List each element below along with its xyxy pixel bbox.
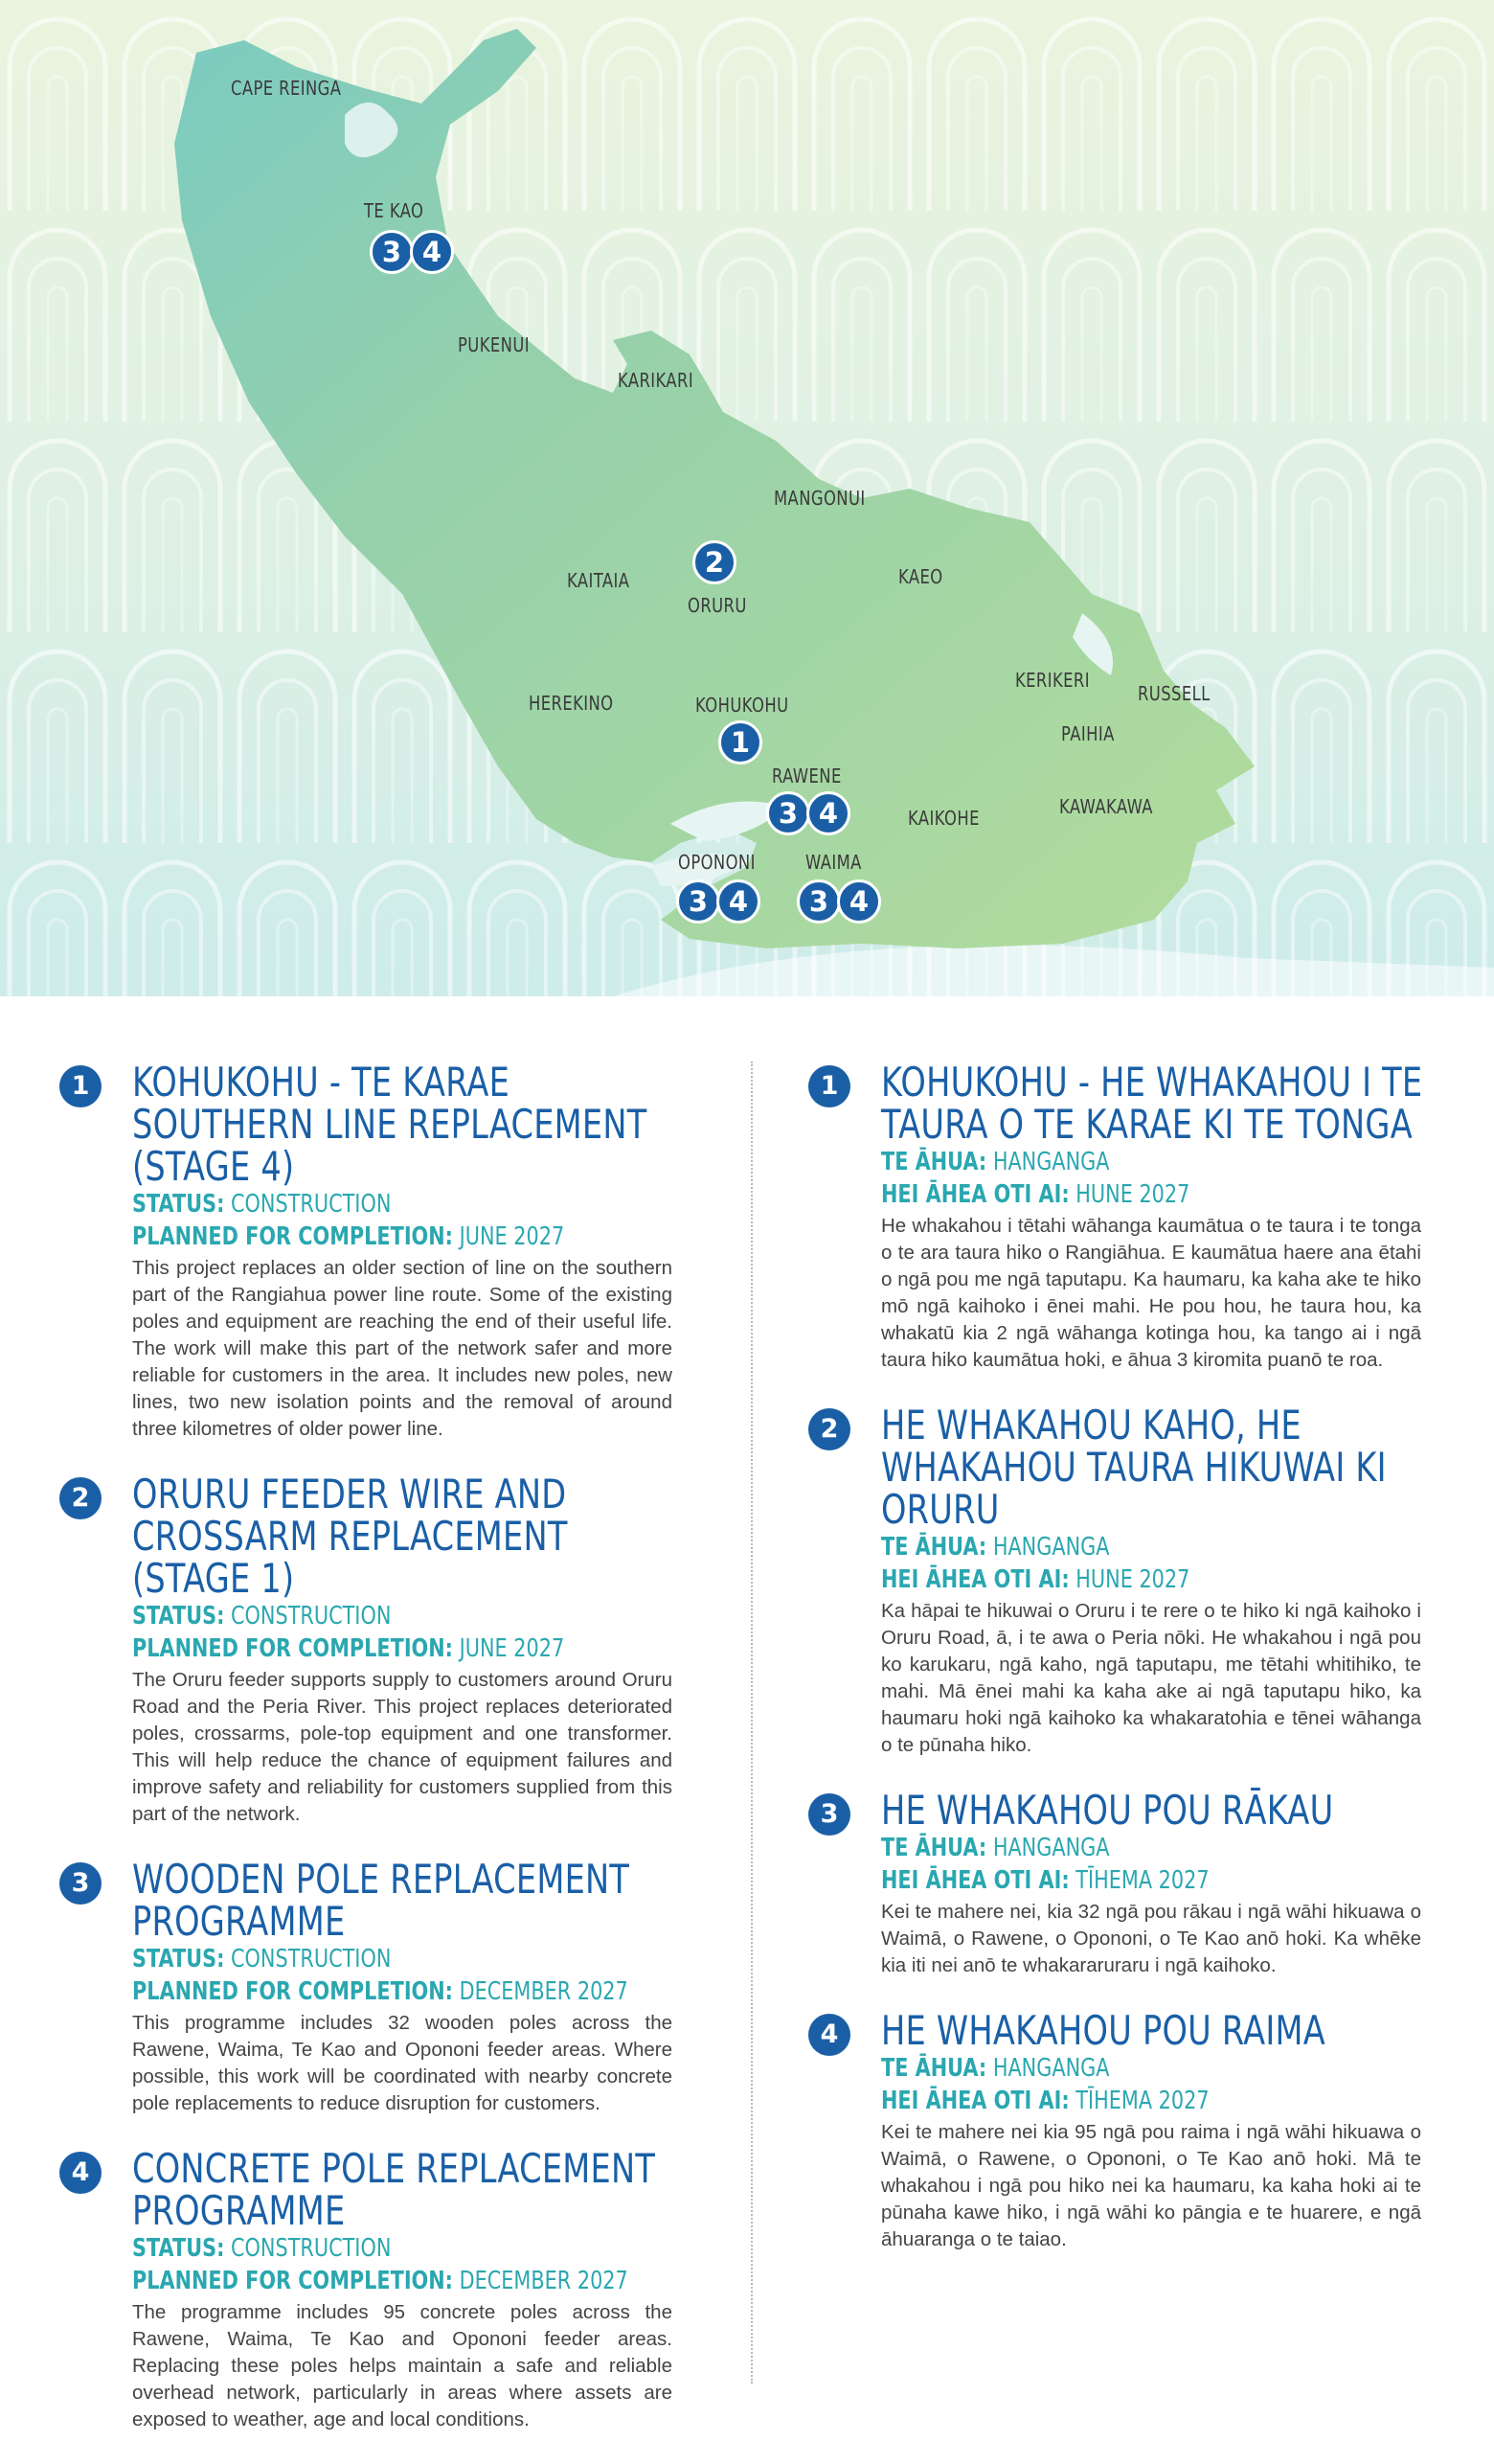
completion-label: HEI ĀHEA OTI AI: [881, 1180, 1070, 1209]
project-section-1 [808, 1061, 1421, 1374]
project-section-1 [59, 1061, 672, 1443]
completion-label: HEI ĀHEA OTI AI: [881, 2087, 1070, 2115]
status-line [881, 1146, 1427, 1178]
completion-label: HEI ĀHEA OTI AI: [881, 1866, 1070, 1895]
section-body: The Oruru feeder supports supply to customers around Oruru Road and the Peria River. This project replaces deteriorated poles, crossarms, pole-top equipment and one transformer. This will help reduce the chance of equipment failures and improve safety and reliability for customers supplied from this part of the network. [132, 1669, 672, 1825]
status-value: CONSTRUCTION [231, 1190, 392, 1219]
section-body: This project replaces an older section of line on the southern part of the Rangiahua power line route. Some of the existing poles and equipment are reaching the end of their useful life. The work will make this part of the network safer and more reliable for customers in the area. It includes new poles, new lines, two new isolation points and the removal of around three kilometres of older power line. [132, 1257, 672, 1440]
section-number-badge: 4 [808, 2014, 850, 2056]
completion-value: DECEMBER 2027 [459, 1977, 628, 2006]
section-title: WOODEN POLE REPLACEMENT PROGRAMME [132, 1856, 630, 1945]
place-paihia: PAIHIA [1061, 722, 1115, 745]
completion-value: JUNE 2027 [459, 1634, 565, 1663]
status-label: STATUS: [132, 2234, 225, 2263]
section-number-badge: 3 [808, 1793, 850, 1836]
status-line [132, 1188, 678, 1221]
marker-4[interactable]: 4 [410, 230, 454, 274]
place-te-kao: TE KAO [364, 199, 424, 222]
completion-value: JUNE 2027 [459, 1222, 565, 1251]
completion-line [881, 1563, 1427, 1596]
completion-value: TĪHEMA 2027 [1075, 2087, 1210, 2115]
marker-3[interactable]: 3 [676, 879, 720, 924]
place-kawakawa: KAWAKAWA [1059, 795, 1153, 818]
maori-column [808, 1061, 1421, 2284]
completion-line [132, 1221, 678, 1253]
place-pukenui: PUKENUI [458, 333, 530, 356]
map-graphic [0, 0, 1494, 996]
project-section-4 [808, 2007, 1421, 2253]
place-kaikohe: KAIKOHE [908, 807, 980, 830]
project-section-4 [59, 2145, 672, 2433]
section-number-badge: 2 [808, 1408, 850, 1450]
section-title: HE WHAKAHOU POU RĀKAU [881, 1787, 1334, 1834]
section-body: Ka hāpai te hikuwai o Oruru i te rere o te hiko ki ngā kaihoko i Oruru Road, ā, i te awa o Peria nōki. He whakahou i ngā pou ko karukaru, ngā kaho, ngā taputapu, me tētahi whitihiko, te mahi. Mā ēnei mahi ka kaha ake ai ngā taputapu hiko, ka haumaru hoki ngā kaihoko ka whakaratohia e tēnei wāhanga o te pūnaha hiko. [881, 1600, 1421, 1756]
status-label: TE ĀHUA: [881, 1834, 987, 1862]
place-karikari: KARIKARI [618, 369, 694, 392]
completion-label: PLANNED FOR COMPLETION: [132, 2267, 453, 2295]
marker-3[interactable]: 3 [370, 230, 414, 274]
project-section-3 [808, 1787, 1421, 1979]
place-kaeo: KAEO [898, 565, 943, 588]
status-value: HANGANGA [992, 2054, 1110, 2083]
section-number-badge: 2 [59, 1477, 102, 1519]
completion-value: HUNE 2027 [1075, 1180, 1190, 1209]
status-value: CONSTRUCTION [231, 1602, 392, 1631]
place-mangonui: MANGONUI [774, 487, 866, 510]
completion-line [881, 1178, 1427, 1211]
completion-line [881, 1864, 1427, 1897]
section-title: KOHUKOHU - TE KARAE SOUTHERN LINE REPLACEMENT (STAGE 4) [132, 1059, 647, 1190]
status-line [132, 1600, 678, 1632]
project-section-3 [59, 1856, 672, 2117]
status-value: CONSTRUCTION [231, 1945, 392, 1973]
completion-label: PLANNED FOR COMPLETION: [132, 1222, 453, 1251]
status-label: STATUS: [132, 1602, 225, 1631]
section-title: HE WHAKAHOU POU RAIMA [881, 2007, 1325, 2054]
completion-line [132, 1975, 678, 2008]
section-number-badge: 1 [59, 1065, 102, 1107]
completion-line [881, 2085, 1427, 2117]
status-line [881, 2052, 1427, 2085]
english-column [59, 1061, 672, 2464]
completion-line [132, 1632, 678, 1665]
completion-label: HEI ĀHEA OTI AI: [881, 1565, 1070, 1594]
marker-2[interactable]: 2 [692, 540, 736, 584]
place-rawene: RAWENE [772, 764, 842, 787]
place-herekino: HEREKINO [529, 692, 614, 715]
completion-value: TĪHEMA 2027 [1075, 1866, 1210, 1895]
place-opononi: OPONONI [678, 851, 756, 874]
region-map [0, 0, 1494, 996]
marker-4[interactable]: 4 [806, 791, 850, 835]
status-value: HANGANGA [992, 1834, 1110, 1862]
status-value: CONSTRUCTION [231, 2234, 392, 2263]
section-title: CONCRETE POLE REPLACEMENT PROGRAMME [132, 2145, 656, 2234]
place-oruru: ORURU [688, 594, 747, 617]
status-label: STATUS: [132, 1945, 225, 1973]
section-number-badge: 3 [59, 1862, 102, 1905]
completion-line [132, 2265, 678, 2297]
completion-label: PLANNED FOR COMPLETION: [132, 1977, 453, 2006]
completion-value: HUNE 2027 [1075, 1565, 1190, 1594]
project-section-2 [59, 1473, 672, 1828]
status-label: STATUS: [132, 1190, 225, 1219]
place-russell: RUSSELL [1138, 682, 1211, 705]
completion-value: DECEMBER 2027 [459, 2267, 628, 2295]
place-kaitaia: KAITAIA [567, 569, 630, 592]
place-waima: WAIMA [805, 851, 862, 874]
status-line [132, 2232, 678, 2265]
status-label: TE ĀHUA: [881, 1148, 987, 1176]
status-label: TE ĀHUA: [881, 2054, 987, 2083]
section-body: He whakahou i tētahi wāhanga kaumātua o te taura i te tonga o te ara taura hiko o Rangiāhua. E kaumātua haere ana ētahi o ngā pou me ngā taputapu. Ka haumaru, ka kaha ake te hiko mō ngā kaihoko i ēnei mahi. He pou hou, he taura hou, ka whakatū kia 2 ngā wāhanga kotinga hou, ka tango ai i ngā taura hiko kaumātua hoki, e āhua 3 kiromita puanō te roa. [881, 1215, 1421, 1371]
status-line [881, 1832, 1427, 1864]
marker-4[interactable]: 4 [716, 879, 760, 924]
section-title: KOHUKOHU - HE WHAKAHOU I TE TAURA O TE KARAE KI TE TONGA [881, 1059, 1423, 1148]
marker-3[interactable]: 3 [766, 791, 810, 835]
project-section-2 [808, 1404, 1421, 1759]
section-body: Kei te mahere nei kia 95 ngā pou raima i ngā wāhi hikuawa o Waimā, o Rawene, o Opononi, o Te Kao anō hoki. Mā te whakahou i ngā pou hiko nei ka haumaru, ka kaha hoki ai te pūnaha kawe hiko, i ngā wāhi ko pāngia e te huarere, e ngā āhuaranga o te taiao. [881, 2121, 1421, 2250]
section-number-badge: 1 [808, 1065, 850, 1107]
section-title: HE WHAKAHOU KAHO, HE WHAKAHOU TAURA HIKUWAI KI ORURU [881, 1402, 1387, 1533]
status-value: HANGANGA [992, 1148, 1110, 1176]
column-divider [751, 1061, 753, 2384]
section-title: ORURU FEEDER WIRE AND CROSSARM REPLACEMENT (STAGE 1) [132, 1471, 568, 1602]
marker-3[interactable]: 3 [797, 879, 841, 924]
completion-label: PLANNED FOR COMPLETION: [132, 1634, 453, 1663]
status-line [132, 1943, 678, 1975]
section-body: The programme includes 95 concrete poles across the Rawene, Waima, Te Kao and Opononi feeder areas. Replacing these poles helps maintain a safe and reliable overhead network, particularly in areas where assets are exposed to weather, age and local conditions. [132, 2301, 672, 2430]
place-kohukohu: KOHUKOHU [695, 694, 789, 717]
marker-4[interactable]: 4 [837, 879, 881, 924]
place-kerikeri: KERIKERI [1015, 669, 1090, 692]
status-label: TE ĀHUA: [881, 1533, 987, 1562]
section-number-badge: 4 [59, 2152, 102, 2194]
status-line [881, 1531, 1427, 1563]
section-body: Kei te mahere nei, kia 32 ngā pou rākau i ngā wāhi hikuawa o Waimā, o Rawene, o Opononi, o Te Kao anō hoki. Ka whēke kia iti nei anō te whakararuraru i ngā kaihoko. [881, 1901, 1421, 1976]
marker-1[interactable]: 1 [718, 720, 762, 764]
status-value: HANGANGA [992, 1533, 1110, 1562]
section-body: This programme includes 32 wooden poles across the Rawene, Waima, Te Kao and Opononi feeder areas. Where possible, this work will be coordinated with nearby concrete pole replacements to reduce disruption for customers. [132, 2012, 672, 2114]
place-cape-reinga: CAPE REINGA [231, 77, 342, 100]
